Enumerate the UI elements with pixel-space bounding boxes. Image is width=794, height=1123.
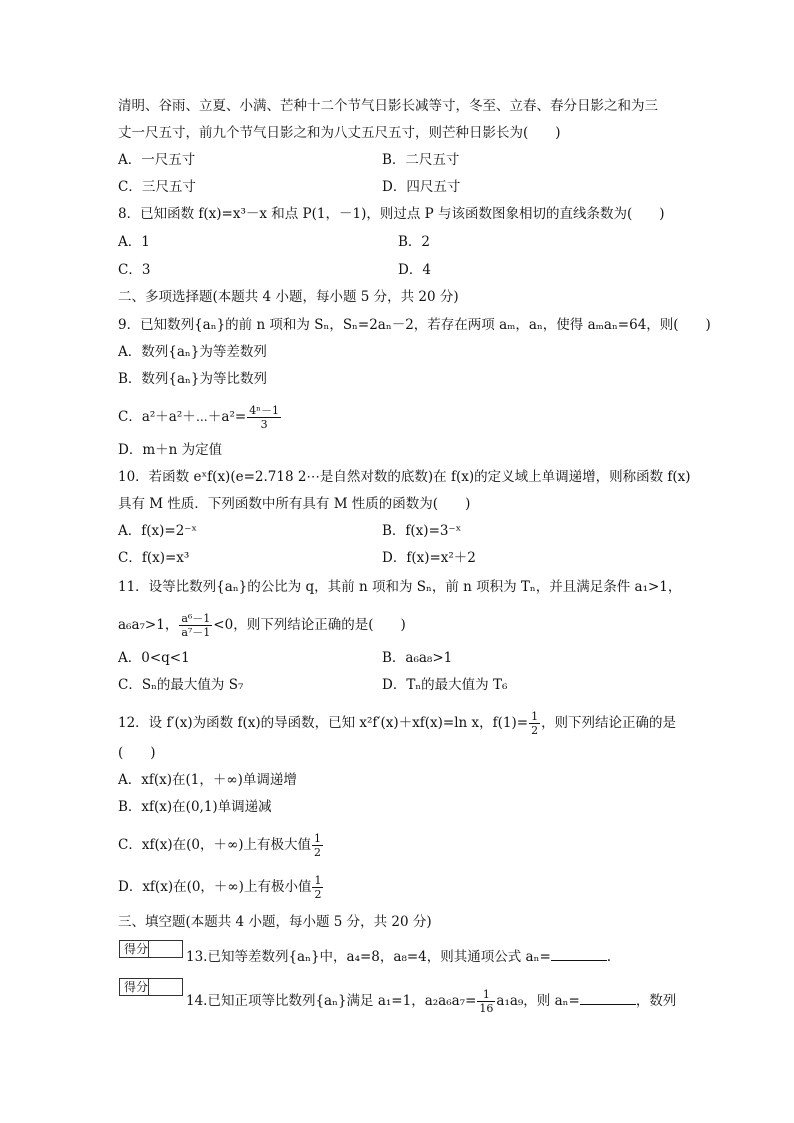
q7-line-2: 丈一尺五寸，前九个节气日影之和为八丈五尺五寸，则芒种日影长为( ): [118, 125, 561, 141]
q11-option-c: C．Sₙ的最大值为 S₇: [118, 677, 244, 693]
q8-stem: 8．已知函数 f(x)=x³－x 和点 P(1，－1)，则过点 P 与该函数图象相切的直线条数为( ): [118, 206, 665, 222]
q10-line-1: 10．若函数 eˣf(x)(e=2.718 2⋯是自然对数的底数)在 f(x)的定义域上单调递增，则称函数 f(x): [118, 469, 691, 485]
q8-option-b: B．2: [398, 234, 431, 250]
fraction-denominator: 16: [479, 1002, 494, 1015]
fraction-numerator: 1: [477, 988, 495, 1002]
q7-option-a: A．一尺五寸: [118, 152, 196, 168]
q12-option-a: A．xf(x)在(1，＋∞)单调递增: [118, 772, 297, 788]
q12-stem-a: 12．设 f′(x)为函数 f(x)的导函数，已知 x²f′(x)＋xf(x)=ln x，f(1)=: [118, 715, 529, 731]
q12-fraction: [529, 710, 540, 737]
q10-option-b: B．f(x)=3⁻ˣ: [382, 523, 462, 539]
score-box-q13: [119, 940, 183, 958]
fraction-denominator: 2: [313, 846, 321, 859]
score-cell[interactable]: [148, 978, 184, 996]
q12-option-d-fraction: [312, 874, 323, 901]
q9-option-a: A．数列{aₙ}为等差数列: [118, 344, 267, 360]
q11-condition-a: a₆a₇>1，: [118, 617, 179, 633]
q9-option-c-lhs: C．a²＋a²＋⋯＋a²=: [118, 409, 247, 425]
score-label: 得分: [124, 942, 149, 956]
fraction-denominator: a⁷－1: [181, 626, 211, 639]
q7-option-d: D．四尺五寸: [382, 179, 461, 195]
q14-fraction: [477, 988, 495, 1015]
q13-end: .: [606, 949, 612, 965]
fraction-numerator: a⁶－1: [181, 612, 211, 625]
q12-option-c-text: C．xf(x)在(0，＋∞)上有极大值: [118, 837, 311, 853]
q12-option-c: [118, 832, 324, 859]
q12-answer-paren: ( ): [118, 745, 156, 761]
q9-option-b: B．数列{aₙ}为等比数列: [118, 371, 267, 387]
q14-stem: [186, 988, 676, 1015]
q8-option-a: A．1: [118, 234, 150, 250]
score-cell[interactable]: [148, 940, 184, 958]
fraction-denominator: 2: [531, 724, 539, 737]
q12-stem-b: ，则下列结论正确的是: [541, 715, 677, 731]
q13-text: 13.已知等差数列{aₙ}中，a₄=8，a₈=4，则其通项公式 aₙ=: [186, 949, 551, 965]
fraction-numerator: 1: [314, 874, 322, 887]
q10-line-2: 具有 M 性质．下列函数中所有具有 M 性质的函数为( ): [118, 496, 471, 512]
q11-fraction: [179, 612, 212, 639]
q10-option-a: A．f(x)=2⁻ˣ: [118, 523, 198, 539]
q11-line-1: 11．设等比数列{aₙ}的公比为 q，其前 n 项和为 Sₙ，前 n 项积为 Tₙ，并且满足条件 a₁>1，: [118, 579, 682, 595]
q12-option-d: [118, 874, 324, 901]
q9-option-d: D．m＋n 为定值: [118, 442, 223, 458]
q14-text-b: a₁a₉，则 aₙ=: [496, 993, 580, 1009]
q14-text-c: ，数列: [635, 993, 677, 1009]
q9-option-c: [118, 404, 282, 431]
q8-option-c: C．3: [118, 262, 151, 278]
q11-option-b: B．a₆a₈>1: [382, 650, 453, 666]
q13-answer-blank[interactable]: [551, 948, 607, 961]
score-box-q14: [119, 978, 183, 996]
section-2-heading: 二、多项选择题(本题共 4 小题，每小题 5 分，共 20 分): [118, 289, 459, 305]
fraction-numerator: 4ⁿ－1: [249, 404, 279, 417]
q12-option-d-text: D．xf(x)在(0，＋∞)上有极小值: [118, 879, 312, 895]
q12-option-b: B．xf(x)在(0,1)单调递减: [118, 799, 272, 815]
q10-option-c: C．f(x)=x³: [118, 550, 190, 566]
q8-option-d: D．4: [398, 262, 431, 278]
q13-stem: [186, 948, 611, 966]
q7-option-b: B．二尺五寸: [382, 152, 460, 168]
q14-text-a: 14.已知正项等比数列{aₙ}满足 a₁=1，a₂a₆a₇=: [186, 993, 477, 1009]
fraction-numerator: 1: [531, 710, 539, 723]
q7-option-c: C．三尺五寸: [118, 179, 196, 195]
q9-stem: 9．已知数列{aₙ}的前 n 项和为 Sₙ，Sₙ=2aₙ－2，若存在两项 aₘ，aₙ，使得 aₘaₙ=64，则( ): [118, 317, 711, 333]
q14-answer-blank[interactable]: [580, 992, 636, 1005]
fraction-denominator: 2: [314, 888, 322, 901]
q10-option-d: D．f(x)=x²＋2: [382, 550, 476, 566]
fraction-numerator: 1: [313, 832, 321, 845]
q11-line-2: [118, 612, 406, 639]
section-3-heading: 三、填空题(本题共 4 小题，每小题 5 分，共 20 分): [118, 914, 432, 930]
q11-option-d: D．Tₙ的最大值为 T₆: [382, 677, 508, 693]
fraction-denominator: 3: [260, 418, 268, 431]
q12-option-c-fraction: [312, 832, 323, 859]
q11-condition-b: <0，则下列结论正确的是( ): [213, 617, 406, 633]
q9-option-c-fraction: [247, 404, 281, 431]
q11-option-a: A．0<q<1: [118, 650, 190, 666]
q12-line-1: [118, 710, 676, 737]
score-label: 得分: [124, 980, 149, 994]
q7-line-1: 清明、谷雨、立夏、小满、芒种十二个节气日影长减等寸，冬至、立春、春分日影之和为三: [118, 98, 658, 114]
